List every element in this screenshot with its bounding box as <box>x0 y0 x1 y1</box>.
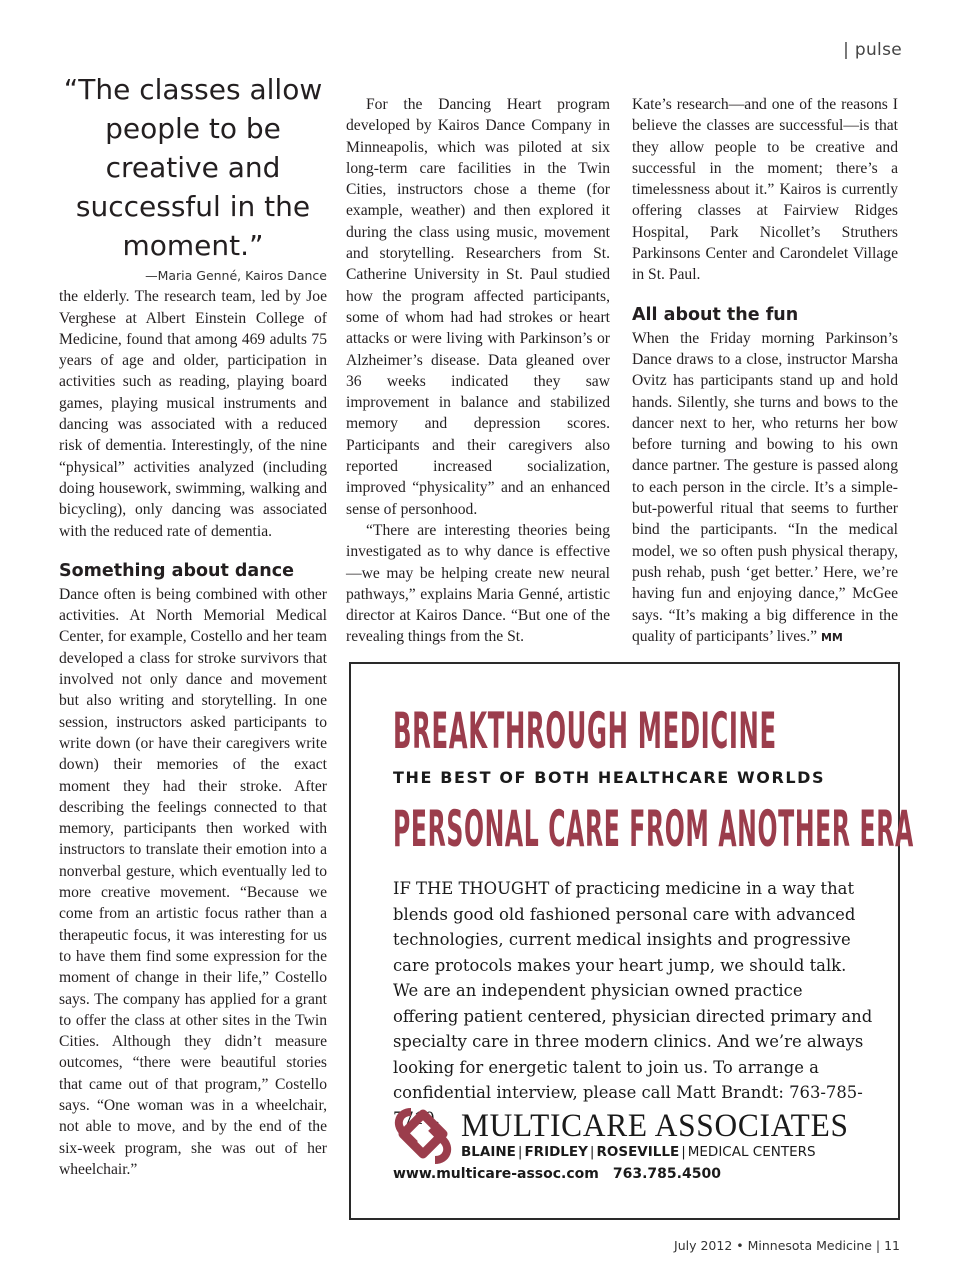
paragraph-text: When the Friday morning Parkinson’s Dance draws to a close, instructor Marsha Ovitz has participants stand up and hold hands. Silently, she turns and bows to the dancer next to her, who returns her bow before turning and bowing to his own dance partner. The gesture is passed along to each person in the circle. It’s a simple-but-powerful ritual that seems to further bind the participants. “In the medical model, we so often push physical therapy, push rehab, push ‘get better.’ Here, we’re having fun and enjoying dance,” McGee says. “It’s making a big difference in the quality of participants’ lives.” <box>632 329 898 645</box>
column-3 <box>632 94 898 648</box>
ad-headline-personal-care: PERSONAL CARE FROM ANOTHER ERA <box>393 800 914 859</box>
location-blaine: BLAINE <box>461 1144 516 1160</box>
ad-website-link[interactable]: www.multicare-assoc.com <box>393 1166 599 1182</box>
subhead-all-about-the-fun: All about the fun <box>632 304 799 325</box>
paragraph: “There are interesting theories being investigated as to why dance is effective—we may be helping create new neural pathways,” explains Maria Genné, artistic director at Kairos Dance. “But one of the revealing things from the St. <box>346 521 610 646</box>
pull-quote-attribution: —Maria Genné, Kairos Dance <box>145 268 327 283</box>
pull-quote: “The classes allow people to be creative and successful in the moment.” <box>63 73 323 262</box>
signoff-mark: MM <box>820 630 843 644</box>
paragraph: the elderly. The research team, led by Joe Verghese at Albert Einstein College of Medicine, found that among 469 adults 75 years of age and older, participation in activities such as reading, playing board games, playing musical instruments and dancing was associated with a reduced risk of dementia. Interestingly, of the nine “physical” activities analyzed (including doing housework, swimming, walking and bicycling), only dancing was associated with the reduced rate of dementia. <box>59 288 327 540</box>
multicare-logo-icon <box>391 1104 455 1168</box>
paragraph: Dance often is being combined with other activities. At North Memorial Medical Center, for example, Costello and her team developed a class for stroke survivors that involved not only dance and movement but also writing and storytelling. In one session, instructors asked participants to write down (or have their caregivers write down) their memories of the exact moment they had their stroke. After describing the feelings connected to that memory, participants then worked with instructors to translate their emotion into a nonverbal gesture, which eventually led to more creative movement. “Because we come from an artistic focus rather than a therapeutic focus, it was interesting for us to have them find some expression for the moment of change in their life,” Costello says. The company has applied for a grant to offer the class at other sites in the Twin Cities. Although they didn’t measure outcomes, “there were beautiful stories that came out of that program,” Costello says. “One woman was in a wheelchair, not able to move, and by the end of the six-week program, she was out of her wheelchair.” <box>59 585 327 1178</box>
advertisement <box>349 662 914 1220</box>
ad-body-text: IF THE THOUGHT of practicing medicine in a way that blends good old fashioned personal care with advanced technologies, current medical insights and progressive care protocols makes your heart jump, we should talk. We are an independent physician owned practice offering patient centered, physician directed primary and specialty care in three modern clinics. And we’re always looking for energetic talent to join us. To arrange a confidential interview, please call Matt Brandt: 763-785-7710. <box>393 879 873 1128</box>
ad-tagline: THE BEST OF BOTH HEALTHCARE WORLDS <box>393 768 826 787</box>
location-roseville: ROSEVILLE <box>596 1144 680 1160</box>
location-fridley: FRIDLEY <box>524 1144 588 1160</box>
ad-phone: 763.785.4500 <box>612 1166 721 1182</box>
column-2 <box>346 94 610 648</box>
ad-locations: BLAINE | FRIDLEY | ROSEVILLE | MEDICAL CENTERS <box>461 1144 816 1160</box>
ad-headline-breakthrough: BREAKTHROUGH MEDICINE <box>393 702 777 761</box>
paragraph: For the Dancing Heart program developed by Kairos Dance Company in Minneapolis, which was piloted at six long-term care facilities in the Twin Cities, instructors chose a theme (for example, weather) and then explored it during the class using music, movement and storytelling. Researchers from St. Catherine University in St. Paul studied how the program affected participants, some of whom had had strokes or heart attacks or were living with Parkinson’s or Alzheimer’s disease. Data gleaned over 36 weeks indicated they saw improvement in balance and stabilized memory and depression scores. Participants and their caregivers also reported increased socialization, improved “physicality” and an enhanced sense of personhood. <box>346 96 610 518</box>
subhead-something-about-dance: Something about dance <box>59 560 294 581</box>
page-folio: July 2012 • Minnesota Medicine | 11 <box>674 1238 900 1253</box>
ad-contact <box>393 1166 721 1182</box>
ad-company-name: MULTICARE ASSOCIATES <box>461 1108 849 1144</box>
column-1 <box>59 70 327 1180</box>
paragraph <box>632 328 898 648</box>
paragraph: Kate’s research—and one of the reasons I believe the classes are successful—is that they allow people to be creative and successful in the moment; there’s a timelessness about it.” Kairos is currently offering classes at Fairview Ridges Hospital, Park Nicollet’s Struthers Parkinsons Center and Carondelet Village in St. Paul. <box>632 96 898 284</box>
location-suffix: MEDICAL CENTERS <box>687 1144 816 1160</box>
section-tag: | pulse <box>843 40 902 60</box>
